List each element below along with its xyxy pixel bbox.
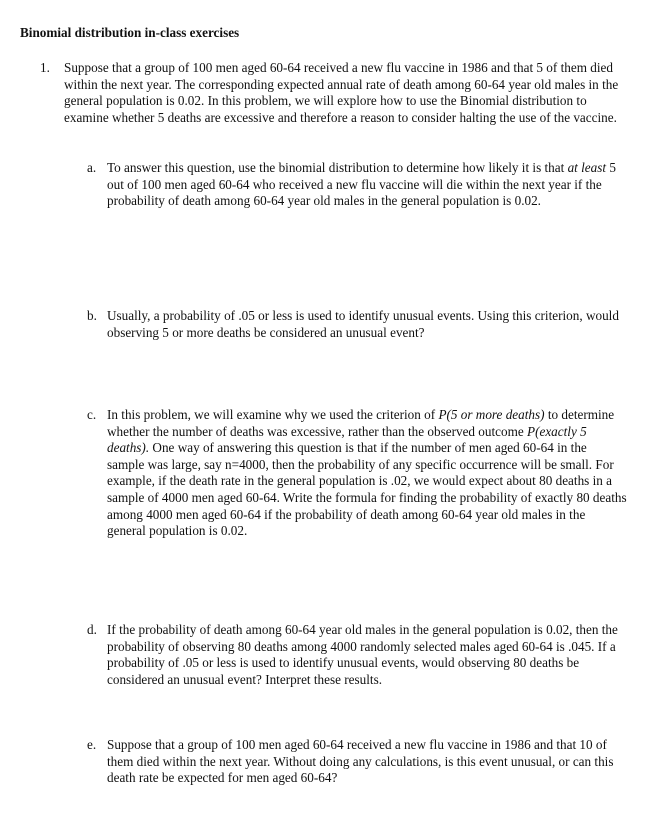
part-d-text: If the probability of death among 60-64 year old males in the general population is 0.02, then the probability of observing 80 deaths among 4000 randomly selected males aged 60-64 is .045. If a probability of .05 or less is used to identify unusual events, would observing 80 deaths be considered an unusual event? Interpret these results. [107,622,618,687]
part-a-text: To answer this question, use the binomial distribution to determine how likely it is that at least 5 out of 100 men aged 60-64 who received a new flu vaccine will die within the next year if the probability of death among 60-64 year old males in the general population is 0.02. [107,160,616,209]
part-c-text: In this problem, we will examine why we used the criterion of P(5 or more deaths) to determine whether the number of deaths was excessive, rather than the observed outcome P(exactly 5 deaths). One way of answering this question is that if the number of men aged 60-64 in the sample was large, say n=4000, then the probability of any specific occurrence will be small. For example, if the death rate in the general population is .02, we would expect about 80 deaths in a sample of 4000 men aged 60-64. Write the formula for finding the probability of exactly 80 deaths among 4000 men aged 60-64 if the probability of death among 60-64 year old males in the general population is 0.02. [107,407,627,539]
document-title: Binomial distribution in-class exercises [20,25,240,40]
part-c [87,407,627,540]
part-d [87,622,627,688]
part-d-label: d. [87,622,97,637]
question-text: Suppose that a group of 100 men aged 60-64 received a new flu vaccine in 1986 and that 5 of them died within the next year. The corresponding expected annual rate of death among 60-64 year old males in the general population is 0.02. In this problem, we will explore how to use the Binomial distribution to examine whether 5 deaths are excessive and therefore a reason to consider halting the use of the vaccine. [64,60,619,125]
question-number: 1. [40,60,50,75]
part-c-emphasis-1: P(5 or more deaths) [438,407,545,422]
part-a-emphasis: at least [567,160,607,175]
part-e-text: Suppose that a group of 100 men aged 60-64 received a new flu vaccine in 1986 and that 10 of them died within the next year. Without doing any calculations, is this event unusual, or can this death rate be expected for men aged 60-64? [107,737,614,786]
part-e-label: e. [87,737,97,752]
part-a-label: a. [87,160,97,175]
part-a [87,160,627,210]
part-b [87,308,627,341]
part-e [87,737,627,787]
part-c-label: c. [87,407,97,422]
part-b-label: b. [87,308,97,323]
part-b-text: Usually, a probability of .05 or less is used to identify unusual events. Using this criterion, would observing 5 or more deaths be considered an unusual event? [107,308,619,340]
part-c-emphasis-2: P(exactly 5 deaths). [107,423,587,456]
